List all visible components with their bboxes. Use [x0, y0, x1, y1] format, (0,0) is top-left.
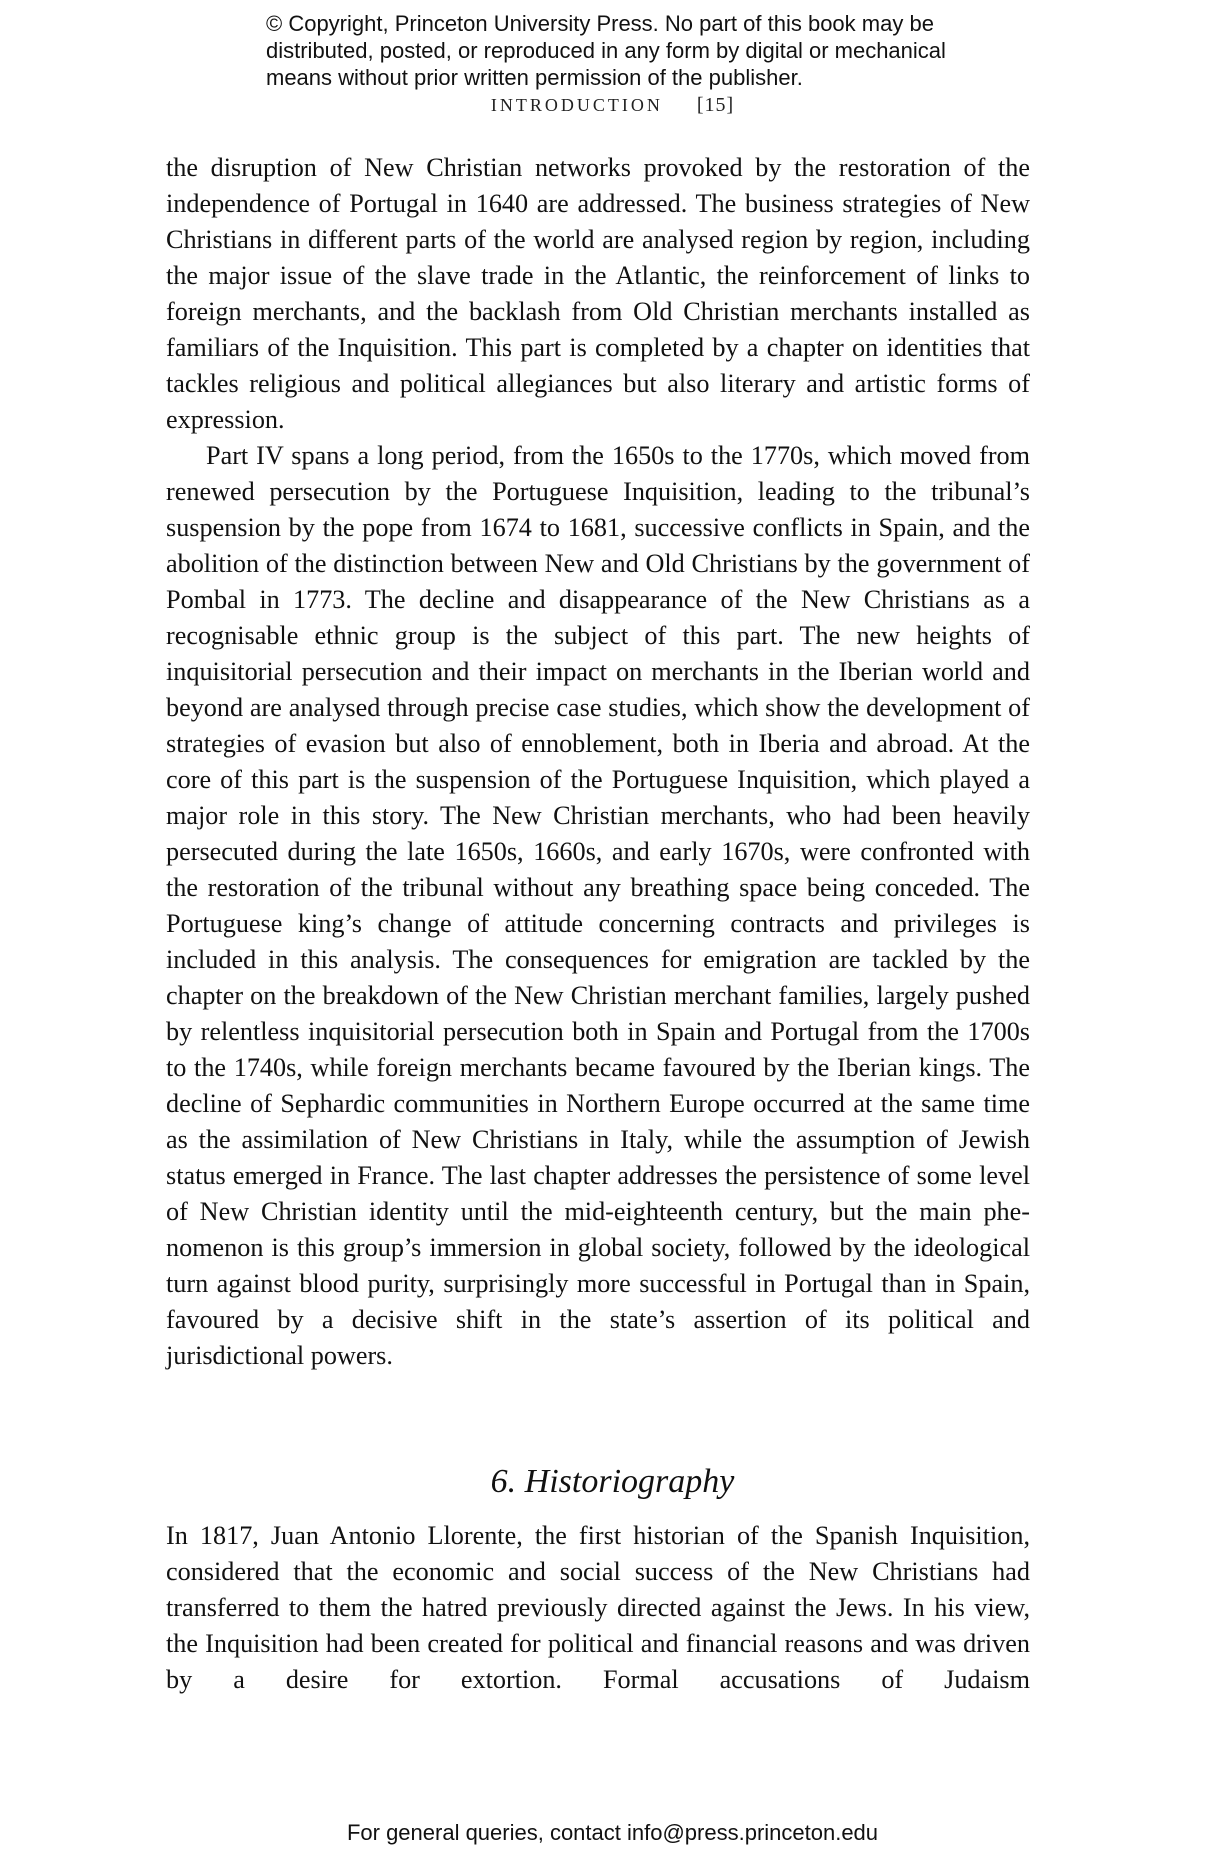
- running-head-title: INTRODUCTION: [490, 95, 663, 115]
- paragraph: In 1817, Juan Antonio Llorente, the first historian of the Spanish Inquisition, considered that the economic and social success of the New Christians had transferred to them the hatred previously directed against the Jews. In his view, the Inquisition had been created for political and financial reasons and was driven by a desire for extortion. Formal accusations of Judaism: [166, 1521, 1030, 1694]
- running-head: [0, 94, 1225, 117]
- paragraph: the disruption of New Christian networks provoked by the restoration of the independence of Portugal in 1640 are addressed. The business strategies of New Christians in different parts of the world are analysed region by region, including the major issue of the slave trade in the Atlantic, the reinforcement of links to foreign merchants, and the backlash from Old Christian merchants installed as familiars of the Inquisition. This part is completed by a chapter on identities that tackles religious and political allegiances but also literary and artistic forms of expression.: [166, 153, 1030, 434]
- footer-contact: For general queries, contact info@press.princeton.edu: [346, 1820, 879, 1845]
- copyright-notice: [266, 10, 1026, 91]
- paragraph: Part IV spans a long period, from the 1650s to the 1770s, which moved from renewed persecution by the Portuguese Inquisition, leading to the tribunal’s suspension by the pope from 1674 to 1681, successive conflicts in Spain, and the abolition of the distinction between New and Old Christians by the government of Pombal in 1773. The decline and disappearance of the New Christians as a recognisable ethnic group is the subject of this part. The new heights of inquisitorial persecution and their impact on merchants in the Iberian world and beyond are analysed through precise case studies, which show the development of strategies of evasion but also of ennoblement, both in Iberia and abroad. At the core of this part is the suspension of the Portuguese Inquisition, which played a major role in this story. The New Christian merchants, who had been heavily persecuted during the late 1650s, 1660s, and early 1670s, were confronted with the restoration of the tribunal without any breathing space being conceded. The Portuguese king’s change of attitude concerning contracts and privileges is included in this analysis. The consequences for emigration are tackled by the chapter on the breakdown of the New Christian merchant families, largely pushed by relentless inquisitorial persecution both in Spain and Portugal from the 1700s to the 1740s, while foreign merchants became favoured by the Iberian kings. The decline of Sephardic communities in Northern Europe occurred at the same time as the assimilation of New Christians in Italy, while the assumption of Jewish status emerged in France. The last chapter addresses the persistence of some level of New Christian identity until the mid-eighteenth century, but the main phenomenon is this group’s immersion in global society, followed by the ideological turn against blood purity, surprisingly more successful in Portugal than in Spain, favoured by a decisive shift in the state’s assertion of its political and jurisdictional powers.: [166, 441, 1030, 1370]
- copyright-line: distributed, posted, or reproduced in any form by digital or mechanical: [266, 38, 946, 63]
- section-heading: 6. Historiography: [490, 1463, 735, 1500]
- copyright-line: © Copyright, Princeton University Press. No part of this book may be: [266, 11, 934, 36]
- body-text: [166, 150, 1030, 1374]
- page-number: [15]: [696, 94, 735, 116]
- section-body-text: [166, 1518, 1030, 1698]
- copyright-line: means without prior written permission of the publisher.: [266, 65, 803, 90]
